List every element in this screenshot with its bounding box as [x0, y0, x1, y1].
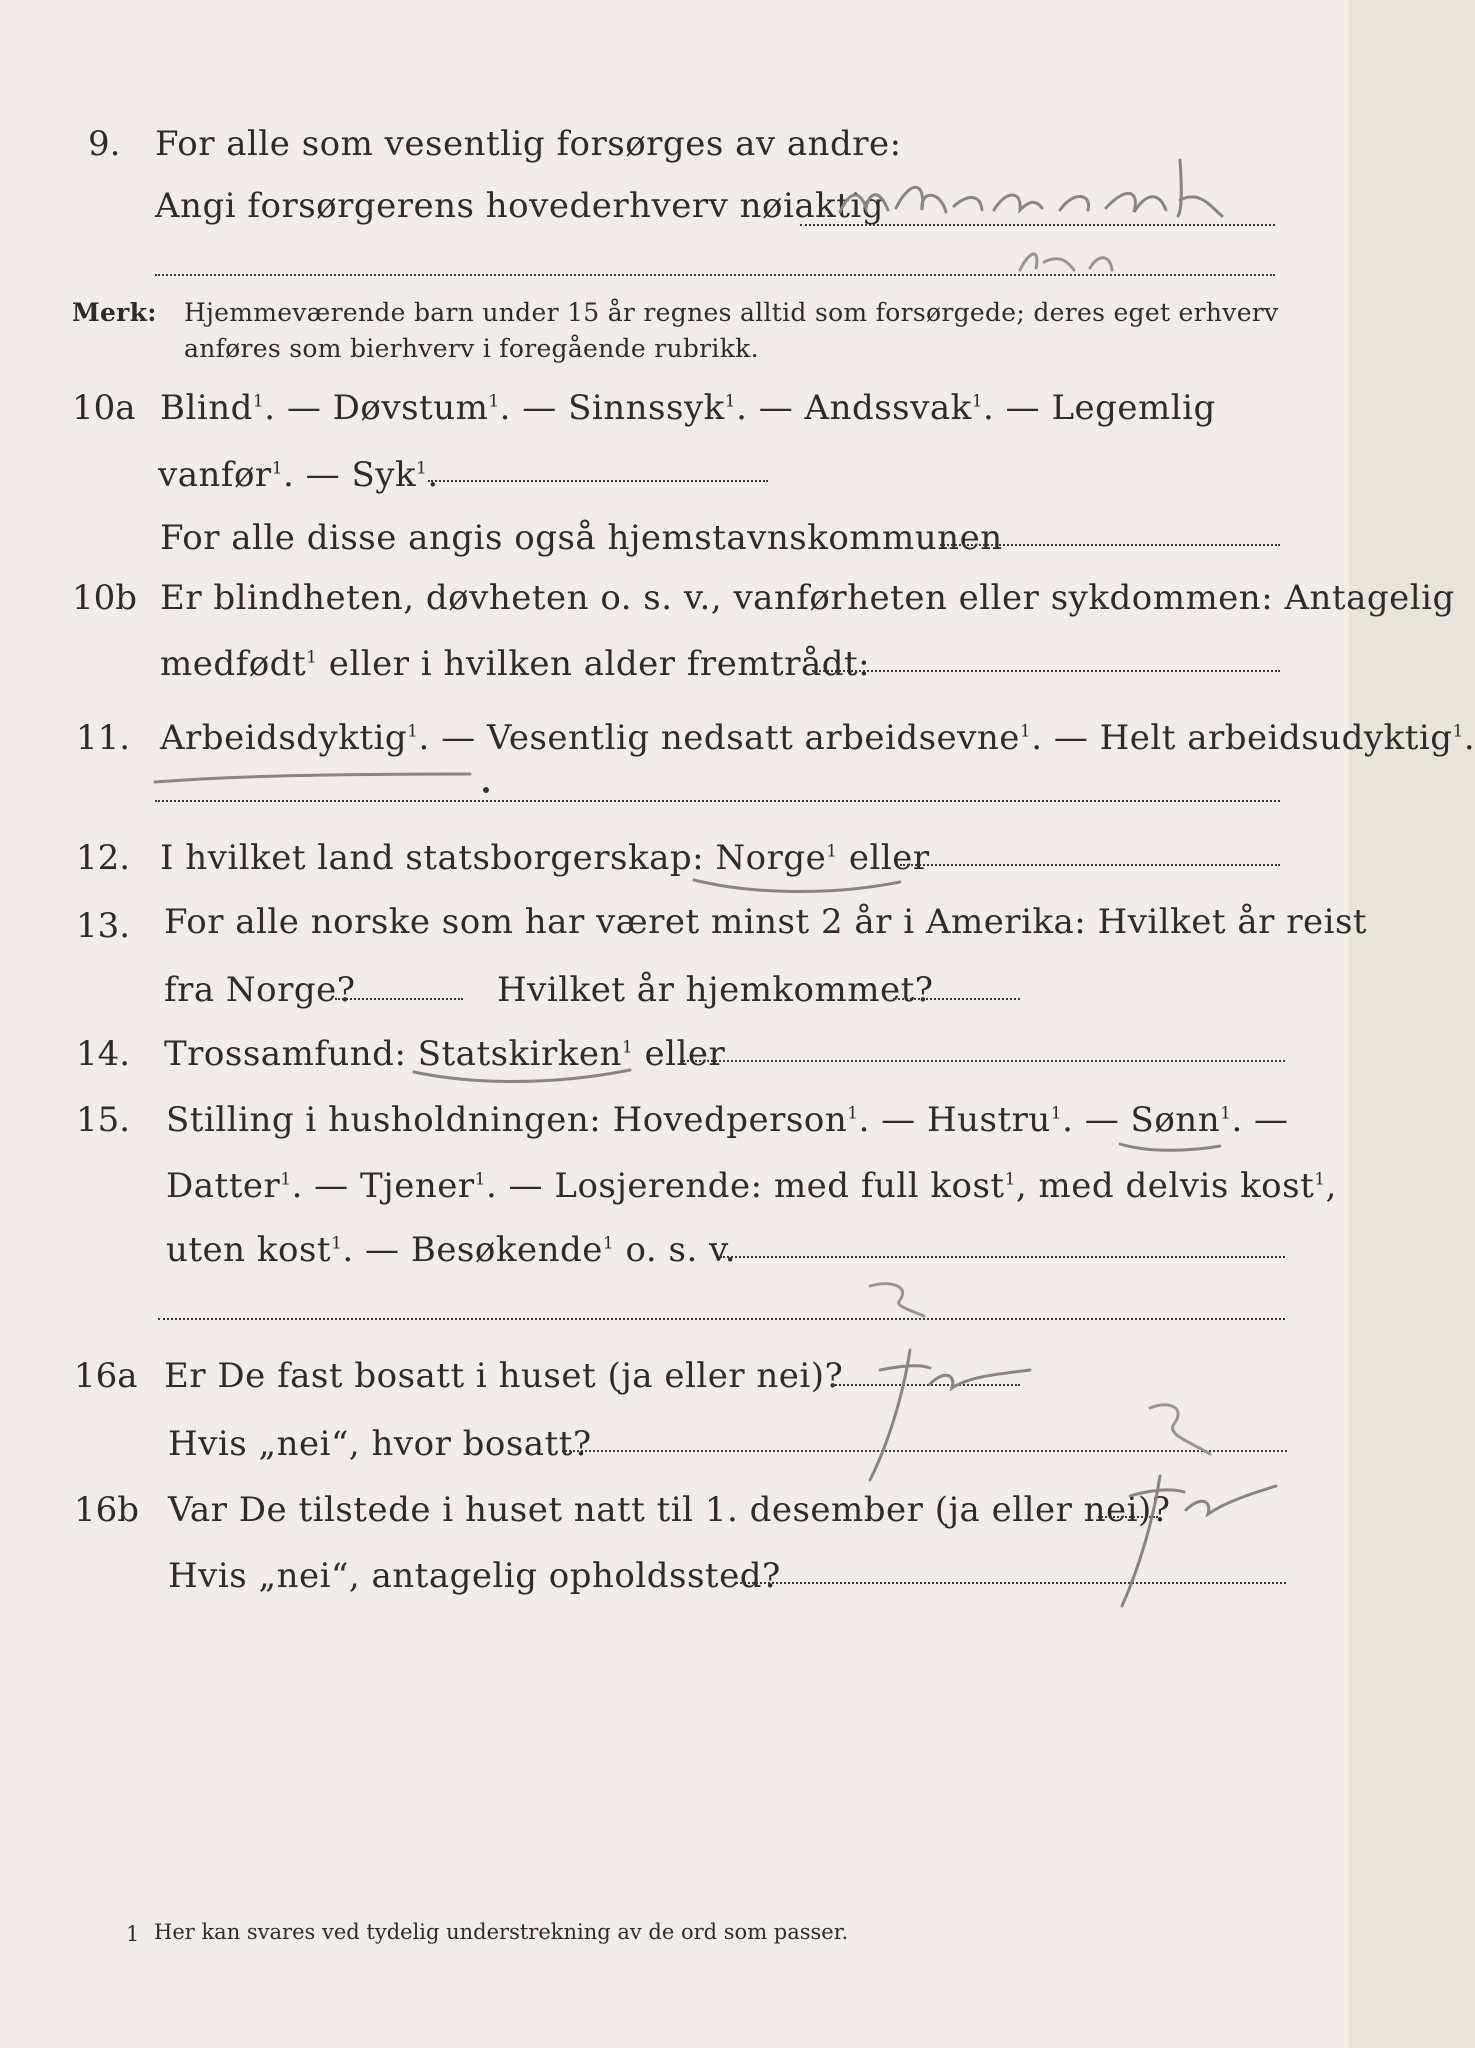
- q11-answer-line: [155, 800, 1280, 802]
- q13-line1: For alle norske som har været minst 2 år i Amerika: Hvilket år reist: [164, 902, 1368, 942]
- q14-number: 14.: [76, 1034, 131, 1074]
- q12-number: 12.: [76, 838, 131, 878]
- q10b-answer-line: [812, 670, 1280, 672]
- q16b-line1: Var De tilstede i huset natt til 1. desember (ja eller nei)?: [168, 1490, 1171, 1530]
- q16a-pencil-mark: [1130, 1398, 1240, 1468]
- q16b-answer-line: [1098, 1516, 1158, 1518]
- q16a-number: 16a: [74, 1356, 138, 1396]
- q10a-hometown-line: [940, 544, 1280, 546]
- q10b-number: 10b: [72, 578, 138, 618]
- q9-number: 9.: [88, 124, 121, 164]
- q9-line1: For alle som vesentlig forsørges av andre:: [155, 124, 902, 164]
- q13-number: 13.: [76, 906, 131, 946]
- q16a-handwritten-answer: [860, 1340, 1060, 1490]
- q13-line2a: fra Norge?: [164, 970, 356, 1010]
- q15-answer-line: [720, 1256, 1285, 1258]
- q16a-line2: Hvis „nei“, hvor bosatt?: [168, 1424, 592, 1464]
- q12-answer-line: [900, 864, 1280, 866]
- q10a-line2: vanfør$^1$. — Syk$^1$.: [158, 455, 439, 495]
- q15-line1: Stilling i husholdningen: Hovedperson$^1$. — Hustru$^1$. — Sønn$^1$. —: [166, 1100, 1289, 1140]
- q16a-line1: Er De fast bosatt i huset (ja eller nei)?: [164, 1356, 844, 1396]
- q15-answer-line-2: [158, 1318, 1285, 1320]
- q16b-handwritten-answer: [1100, 1466, 1300, 1616]
- footnote-mark: 1: [126, 1922, 140, 1946]
- q16b-location-line: [736, 1582, 1286, 1584]
- merk-line2: anføres som bierhverv i foregående rubrikk.: [184, 334, 759, 363]
- footnote-text: Her kan svares ved tydelig understrekning av de ord som passer.: [154, 1920, 849, 1944]
- q10b-line1: Er blindheten, døvheten o. s. v., vanførheten eller sykdommen: Antagelig: [160, 578, 1455, 618]
- q10a-answer-line: [428, 480, 768, 482]
- q13-return-line: [893, 998, 1020, 1000]
- q15-line2: Datter$^1$. — Tjener$^1$. — Losjerende: med full kost$^1$, med delvis kost$^1$,: [166, 1166, 1337, 1206]
- q16b-number: 16b: [74, 1490, 140, 1530]
- q9-answer-line: [800, 224, 1275, 226]
- q13-line2b: Hvilket år hjemkommet?: [497, 970, 934, 1010]
- q16a-residence-line: [562, 1450, 1287, 1452]
- q11-number: 11.: [76, 718, 131, 758]
- q10a-line1: Blind$^1$. — Døvstum$^1$. — Sinnssyk$^1$. — Andssvak$^1$. — Legemlig: [160, 388, 1216, 428]
- q9-line2: Angi forsørgerens hovederhverv nøiaktig: [155, 186, 885, 226]
- q9-handwritten-answer: [830, 150, 1280, 280]
- q15-pencil-underline: [1116, 1138, 1226, 1158]
- q11-pencil-underline: [150, 766, 510, 796]
- q16a-answer-line: [832, 1384, 1020, 1386]
- q12-line: I hvilket land statsborgerskap: Norge$^1$ eller: [160, 838, 930, 878]
- q15-line3: uten kost$^1$. — Besøkende$^1$ o. s. v.: [166, 1230, 737, 1270]
- q11-line: Arbeidsdyktig$^1$. — Vesentlig nedsatt arbeidsevne$^1$. — Helt arbeidsudyktig$^1$.: [160, 718, 1475, 758]
- q10a-number: 10a: [72, 388, 136, 428]
- merk-label: Merk:: [72, 298, 157, 327]
- q15-number: 15.: [76, 1100, 131, 1140]
- q14-line: Trossamfund: Statskirken$^1$ eller: [164, 1034, 726, 1074]
- q9-answer-line-2: [155, 274, 1275, 276]
- q10b-line2: medfødt$^1$ eller i hvilken alder fremtrådt:: [160, 644, 871, 684]
- merk-line1: Hjemmeværende barn under 15 år regnes alltid som forsørgede; deres eget erhverv: [184, 298, 1279, 327]
- q10a-line3: For alle disse angis også hjemstavnskommunen: [160, 518, 1003, 558]
- q16b-line2: Hvis „nei“, antagelig opholdssted?: [168, 1556, 781, 1596]
- q14-answer-line: [680, 1060, 1285, 1062]
- q13-departure-line: [335, 998, 463, 1000]
